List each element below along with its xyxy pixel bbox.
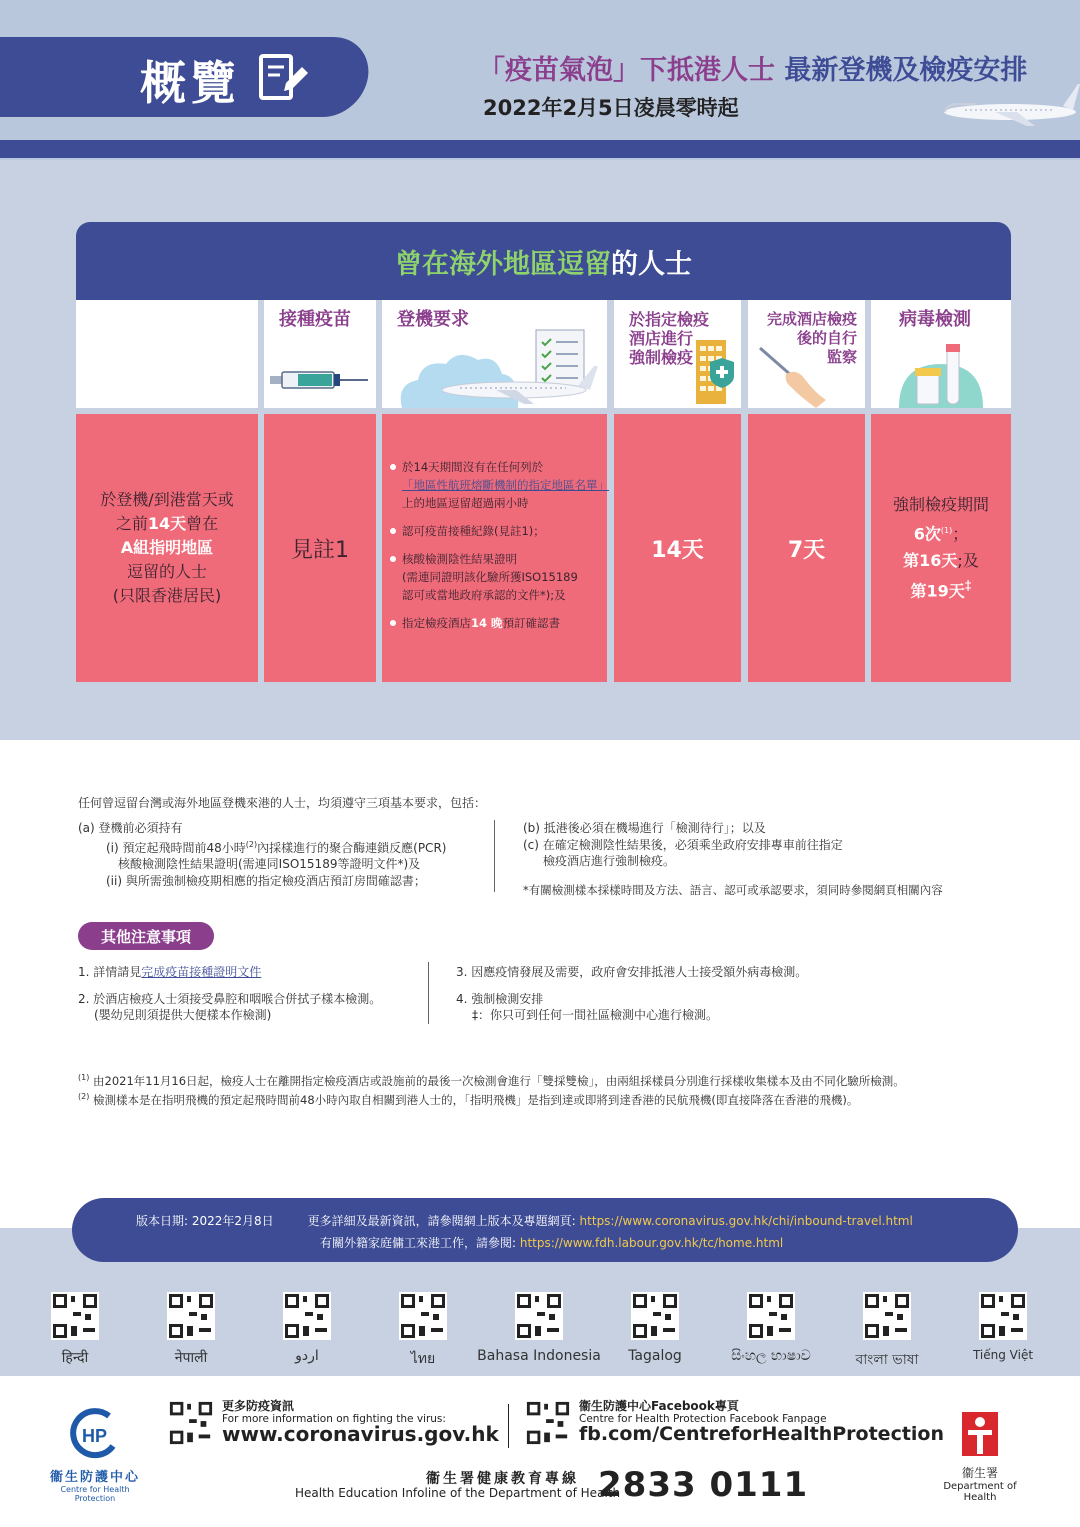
hotel-quarantine-cell: 14天: [614, 414, 741, 682]
qr-bahasa-indonesia[interactable]: Bahasa Indonesia: [470, 1292, 608, 1364]
requirements-left: (a) 登機前必須持有 (i) 預定起飛時間前48小時$^{(2)}$內採樣進行的聚合酶連鎖反應(PCR) 核酸檢測陰性結果證明(需連同ISO15189等證明文件*)及 (ii) 與所需強制檢疫期相應的指定檢疫酒店預訂房間確認書；: [78, 821, 447, 888]
header-subtitle: 2022年2月5日凌晨零時起: [483, 96, 739, 120]
checklist-plane-icon: [396, 324, 606, 412]
qr-hindi[interactable]: हिन्दी: [17, 1292, 133, 1367]
qr-code-icon: [863, 1292, 911, 1340]
svg-text:HP: HP: [82, 1426, 108, 1446]
department-of-health-logo: 衞生署 Department of Health: [940, 1410, 1020, 1503]
requirements-right: (b) 抵港後必須在機場進行「檢測待行」；以及 (c) 在確定檢測陰性結果後，必須乘坐政府安排專車前往指定 檢疫酒店進行強制檢疫。 *有關檢測樣本採樣時間及方法、語言、認可或承認要求，須同時參閱網頁相關內容: [523, 821, 943, 897]
version-date: 版本日期: 2022年2月8日: [136, 1214, 274, 1228]
fdh-link[interactable]: https://www.fdh.labour.gov.hk/tc/home.html: [519, 1236, 784, 1250]
chp-logo-icon: [69, 1408, 121, 1460]
arrangement-section: [0, 160, 1080, 740]
requirements-intro: 任何曾逗留台灣或海外地區登機來港的人士，均須遵守三項基本要求，包括：: [78, 796, 487, 810]
facebook-page-link[interactable]: fb.com/CentreforHealthProtection: [579, 1423, 945, 1445]
facebook-info-block: 衞生防護中心Facebook專頁 Centre for Health Protection Facebook Fanpage fb.com/CentreforHealthProtection: [525, 1400, 944, 1446]
qr-code-icon: [747, 1292, 795, 1340]
test-sample-icon: [897, 344, 987, 412]
qr-code-icon: [167, 1292, 215, 1340]
divider: [508, 1404, 509, 1448]
footnotes: $^{(1)}$ 由2021年11月16日起，檢疫人士在離開指定檢疫酒店或設施前的最後一次檢測會進行「雙採雙檢」，由兩組採樣員分別進行採樣收集樣本及由不同化驗所檢測。 $^{(2)}$ 檢測樣本是在指明飛機的預定起飛時間前48小時內取自相關到港人士的，「指明飛機」是指到達或即將到達香港的民航飛機(即直接降落在香港的飛機)。: [78, 1073, 905, 1108]
arrangement-table: [76, 222, 1011, 684]
qr-code-icon: [399, 1292, 447, 1340]
virus-test-cell: 強制檢疫期間 6次$^{(1)}$； 第16天;及 第19天‡: [871, 414, 1011, 682]
designated-places-link[interactable]: 「地區性航班熔斷機制的指定地區名單」: [402, 478, 609, 492]
table-corner-cell: [76, 300, 258, 408]
vaccination-record-link[interactable]: 完成疫苗接種證明文件: [141, 965, 262, 979]
other-notes-right: 3. 因應疫情發展及需要，政府會安排抵港人士接受額外病毒檢測。 4. 強制檢測安排 ‡：你只可到任何一間社區檢測中心進行檢測。: [456, 965, 808, 1022]
qr-code-icon: [283, 1292, 331, 1340]
airplane-icon: [935, 82, 1080, 136]
more-info-block: 更多防疫資訊 For more information on fighting the virus: www.coronavirus.gov.hk: [168, 1400, 499, 1446]
header-stripe: [0, 140, 1080, 158]
header-title: 「疫苗氣泡」下抵港人士 最新登機及檢疫安排: [478, 55, 1028, 86]
qr-urdu[interactable]: اردو: [249, 1292, 365, 1364]
document-pen-icon: [258, 53, 310, 107]
qr-code-icon: [979, 1292, 1027, 1340]
divider: [428, 962, 429, 1024]
thermometer-hand-icon: [756, 340, 832, 412]
page-footer: [0, 1376, 1080, 1527]
hotel-building-icon: [694, 336, 736, 410]
column-header-boarding: 登機要求: [382, 300, 607, 408]
other-notes-title: 其他注意事項: [78, 922, 214, 950]
qr-code-icon: [51, 1292, 99, 1340]
language-qr-row: [0, 1292, 1080, 1372]
qr-nepali[interactable]: नेपाली: [133, 1292, 249, 1367]
qr-code-icon: [168, 1400, 214, 1446]
dh-logo-icon: [960, 1410, 1000, 1458]
other-notes-left: 1. 詳情請見完成疫苗接種證明文件 2. 於酒店檢疫人士須接受鼻腔和咽喉合併拭子樣本檢測。 (嬰幼兒則須提供大便樣本作檢測): [78, 965, 382, 1022]
hotline-label-en: Health Education Infoline of the Department of Health: [295, 1486, 621, 1500]
info-banner: 版本日期: 2022年2月8日 更多詳細及最新資訊，請參閱網上版本及專題網頁: https://www.coronavirus.gov.hk/chi/inbound-travel.html 有關外籍家庭傭工來港工作，請參閱: https://www.fdh.labour.gov.hk/tc/home.html: [72, 1198, 1018, 1262]
qr-code-icon: [515, 1292, 563, 1340]
boarding-requirements-cell: [382, 414, 607, 682]
coronavirus-site-link[interactable]: www.coronavirus.gov.hk: [222, 1422, 499, 1446]
vaccine-cell: 見註1: [264, 414, 376, 682]
list-item: 核酸檢測陰性結果證明 (需連同證明該化驗所獲ISO15189 認可或當地政府承認的文件*);及: [390, 550, 607, 604]
list-item: 於14天期間沒有在任何列於 「地區性航班熔斷機制的指定地區名單」 上的地區逗留超過兩小時: [390, 458, 607, 512]
hotline-number[interactable]: 2833 0111: [598, 1465, 809, 1505]
chp-logo: HP 衞生防護中心 Centre for Health Protection: [40, 1408, 150, 1503]
qr-code-icon: [525, 1400, 571, 1446]
qr-sinhala[interactable]: සිංහල භාෂාව: [713, 1292, 829, 1364]
page-header: [0, 0, 1080, 160]
qr-bengali[interactable]: বাংলা ভাষা: [829, 1292, 945, 1372]
column-header-self-monitoring: 完成酒店檢疫 後的自行 監察: [748, 300, 865, 408]
list-item: 指定檢疫酒店14 晚預訂確認書: [390, 614, 607, 632]
column-header-virus-test: 病毒檢測: [871, 300, 1011, 408]
column-header-vaccine: 接種疫苗: [264, 300, 376, 408]
qr-thai[interactable]: ไทย: [365, 1292, 481, 1370]
divider: [494, 820, 495, 892]
row-label-cell: 於登機/到港當天或 之前14天曾在 A組指明地區 逗留的人士 (只限香港居民): [76, 414, 258, 682]
syringe-icon: [268, 360, 372, 404]
qr-tagalog[interactable]: Tagalog: [597, 1292, 713, 1364]
self-monitoring-cell: 7天: [748, 414, 865, 682]
boarding-requirements-list: [390, 458, 607, 642]
qr-code-icon: [631, 1292, 679, 1340]
hotline-label-zh: 衞生署健康教育專線: [426, 1471, 579, 1487]
qr-vietnamese[interactable]: Tiếng Việt: [945, 1292, 1061, 1362]
notes-section: [0, 740, 1080, 1200]
table-title: 曾在海外地區逗留 的人士: [76, 222, 1011, 300]
overview-title: 概覽: [140, 56, 240, 110]
inbound-travel-link[interactable]: https://www.coronavirus.gov.hk/chi/inbound-travel.html: [579, 1214, 913, 1228]
column-header-hotel-quarantine: 於指定檢疫 酒店進行 強制檢疫: [614, 300, 741, 408]
list-item: 認可疫苗接種紀錄(見註1)；: [390, 522, 607, 540]
